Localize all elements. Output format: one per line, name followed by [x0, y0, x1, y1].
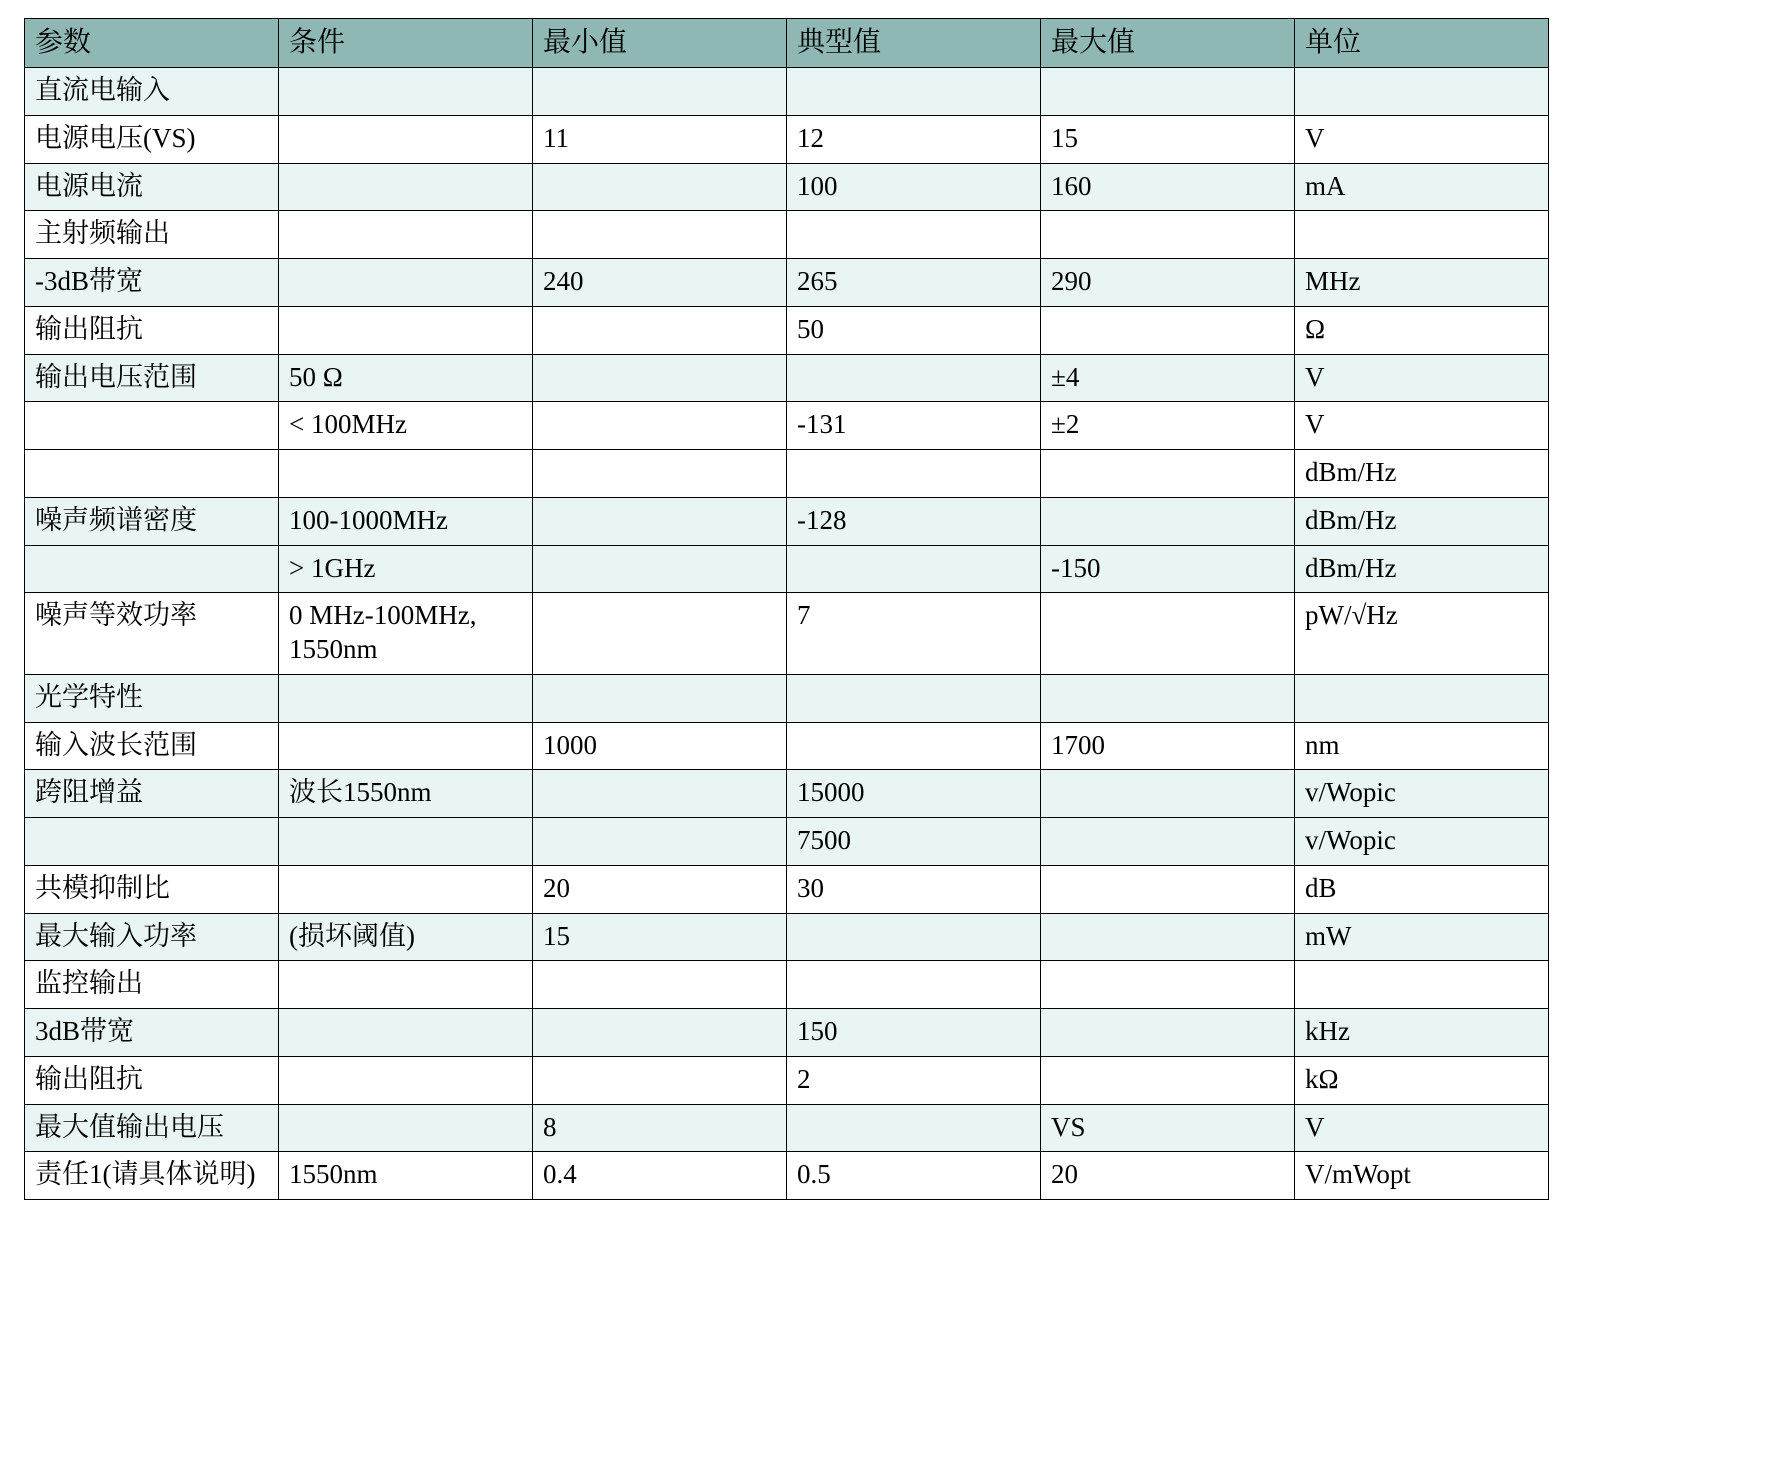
- table-row: [25, 211, 1549, 259]
- cell-unit: nm: [1295, 722, 1549, 770]
- cell-unit: V: [1295, 354, 1549, 402]
- cell-typical: [787, 211, 1041, 259]
- table-row: [25, 402, 1549, 450]
- cell-max: [1041, 211, 1295, 259]
- cell-parameter: [25, 818, 279, 866]
- cell-unit: kHz: [1295, 1009, 1549, 1057]
- table-row: [25, 961, 1549, 1009]
- cell-parameter: 输出电压范围: [25, 354, 279, 402]
- cell-max: VS: [1041, 1104, 1295, 1152]
- column-header-parameter: 参数: [25, 19, 279, 68]
- cell-max: [1041, 865, 1295, 913]
- cell-unit: kΩ: [1295, 1056, 1549, 1104]
- cell-max: 20: [1041, 1152, 1295, 1200]
- cell-condition: 50 Ω: [279, 354, 533, 402]
- cell-min: [533, 545, 787, 593]
- cell-condition: 1550nm: [279, 1152, 533, 1200]
- cell-max: [1041, 770, 1295, 818]
- table-row: [25, 497, 1549, 545]
- cell-condition: [279, 163, 533, 211]
- cell-condition: [279, 722, 533, 770]
- table-row: [25, 722, 1549, 770]
- cell-condition: > 1GHz: [279, 545, 533, 593]
- cell-parameter: -3dB带宽: [25, 259, 279, 307]
- cell-unit: pW/√Hz: [1295, 593, 1549, 675]
- cell-max: [1041, 913, 1295, 961]
- cell-condition: 0 MHz-100MHz, 1550nm: [279, 593, 533, 675]
- cell-parameter: 监控输出: [25, 961, 279, 1009]
- table-row: [25, 115, 1549, 163]
- cell-max: ±4: [1041, 354, 1295, 402]
- cell-condition: [279, 259, 533, 307]
- cell-condition: [279, 1056, 533, 1104]
- cell-max: [1041, 674, 1295, 722]
- cell-typical: 12: [787, 115, 1041, 163]
- cell-unit: V: [1295, 115, 1549, 163]
- cell-min: 8: [533, 1104, 787, 1152]
- cell-typical: [787, 545, 1041, 593]
- cell-min: [533, 961, 787, 1009]
- cell-typical: 30: [787, 865, 1041, 913]
- cell-condition: < 100MHz: [279, 402, 533, 450]
- cell-min: [533, 306, 787, 354]
- cell-parameter: 输出阻抗: [25, 306, 279, 354]
- table-row: [25, 163, 1549, 211]
- cell-parameter: 最大值输出电压: [25, 1104, 279, 1152]
- cell-typical: [787, 674, 1041, 722]
- cell-typical: [787, 913, 1041, 961]
- cell-min: [533, 1009, 787, 1057]
- cell-max: 290: [1041, 259, 1295, 307]
- column-header-condition: 条件: [279, 19, 533, 68]
- cell-unit: dBm/Hz: [1295, 497, 1549, 545]
- cell-unit: mA: [1295, 163, 1549, 211]
- table-row: [25, 818, 1549, 866]
- cell-typical: [787, 354, 1041, 402]
- cell-typical: [787, 961, 1041, 1009]
- cell-min: 20: [533, 865, 787, 913]
- cell-max: [1041, 961, 1295, 1009]
- cell-min: [533, 211, 787, 259]
- column-header-unit: 单位: [1295, 19, 1549, 68]
- cell-typical: [787, 68, 1041, 116]
- cell-condition: 100-1000MHz: [279, 497, 533, 545]
- column-header-typical: 典型值: [787, 19, 1041, 68]
- cell-min: [533, 674, 787, 722]
- cell-parameter: 输出阻抗: [25, 1056, 279, 1104]
- cell-typical: 7500: [787, 818, 1041, 866]
- cell-min: [533, 497, 787, 545]
- table-header: [25, 19, 1549, 68]
- cell-condition: [279, 1009, 533, 1057]
- cell-typical: 150: [787, 1009, 1041, 1057]
- cell-max: [1041, 450, 1295, 498]
- cell-typical: 50: [787, 306, 1041, 354]
- cell-min: [533, 402, 787, 450]
- table-row: [25, 674, 1549, 722]
- table-row: [25, 1104, 1549, 1152]
- table-row: [25, 68, 1549, 116]
- cell-typical: -128: [787, 497, 1041, 545]
- table-row: [25, 865, 1549, 913]
- cell-typical: [787, 722, 1041, 770]
- cell-max: ±2: [1041, 402, 1295, 450]
- cell-unit: Ω: [1295, 306, 1549, 354]
- cell-unit: V: [1295, 402, 1549, 450]
- cell-unit: [1295, 68, 1549, 116]
- cell-unit: [1295, 211, 1549, 259]
- cell-parameter: 输入波长范围: [25, 722, 279, 770]
- table-row: [25, 306, 1549, 354]
- cell-max: [1041, 68, 1295, 116]
- cell-parameter: 共模抑制比: [25, 865, 279, 913]
- cell-min: [533, 818, 787, 866]
- cell-max: [1041, 497, 1295, 545]
- cell-max: [1041, 1009, 1295, 1057]
- cell-parameter: 电源电压(VS): [25, 115, 279, 163]
- cell-unit: V: [1295, 1104, 1549, 1152]
- cell-condition: [279, 450, 533, 498]
- cell-parameter: 噪声频谱密度: [25, 497, 279, 545]
- cell-condition: [279, 674, 533, 722]
- cell-max: [1041, 306, 1295, 354]
- cell-typical: 265: [787, 259, 1041, 307]
- table-row: [25, 259, 1549, 307]
- cell-typical: 7: [787, 593, 1041, 675]
- table-row: [25, 770, 1549, 818]
- table-row: [25, 593, 1549, 675]
- cell-parameter: 3dB带宽: [25, 1009, 279, 1057]
- cell-parameter: [25, 402, 279, 450]
- cell-max: -150: [1041, 545, 1295, 593]
- cell-condition: [279, 865, 533, 913]
- cell-min: [533, 593, 787, 675]
- table-header-row: [25, 19, 1549, 68]
- column-header-max: 最大值: [1041, 19, 1295, 68]
- cell-parameter: 光学特性: [25, 674, 279, 722]
- cell-max: [1041, 1056, 1295, 1104]
- cell-parameter: [25, 450, 279, 498]
- cell-parameter: 最大输入功率: [25, 913, 279, 961]
- cell-unit: mW: [1295, 913, 1549, 961]
- cell-max: 160: [1041, 163, 1295, 211]
- cell-parameter: 噪声等效功率: [25, 593, 279, 675]
- cell-typical: -131: [787, 402, 1041, 450]
- cell-min: [533, 450, 787, 498]
- cell-unit: V/mWopt: [1295, 1152, 1549, 1200]
- cell-min: 15: [533, 913, 787, 961]
- table-row: [25, 913, 1549, 961]
- table-row: [25, 1009, 1549, 1057]
- cell-condition: [279, 211, 533, 259]
- cell-parameter: 直流电输入: [25, 68, 279, 116]
- cell-condition: [279, 68, 533, 116]
- table-body: [25, 68, 1549, 1200]
- cell-typical: 2: [787, 1056, 1041, 1104]
- cell-condition: [279, 115, 533, 163]
- cell-max: 15: [1041, 115, 1295, 163]
- cell-typical: [787, 450, 1041, 498]
- cell-parameter: 主射频输出: [25, 211, 279, 259]
- cell-min: 11: [533, 115, 787, 163]
- cell-typical: 100: [787, 163, 1041, 211]
- specification-table: [24, 18, 1549, 1200]
- cell-unit: v/Wopic: [1295, 818, 1549, 866]
- cell-min: [533, 1056, 787, 1104]
- cell-condition: [279, 1104, 533, 1152]
- cell-condition: [279, 961, 533, 1009]
- cell-typical: 15000: [787, 770, 1041, 818]
- cell-min: [533, 163, 787, 211]
- cell-condition: [279, 306, 533, 354]
- cell-typical: [787, 1104, 1041, 1152]
- cell-min: 240: [533, 259, 787, 307]
- cell-min: [533, 770, 787, 818]
- cell-unit: v/Wopic: [1295, 770, 1549, 818]
- cell-unit: dBm/Hz: [1295, 545, 1549, 593]
- cell-condition: 波长1550nm: [279, 770, 533, 818]
- cell-unit: [1295, 961, 1549, 1009]
- cell-max: [1041, 593, 1295, 675]
- cell-condition: (损坏阈值): [279, 913, 533, 961]
- cell-min: 1000: [533, 722, 787, 770]
- table-row: [25, 1152, 1549, 1200]
- cell-parameter: 电源电流: [25, 163, 279, 211]
- table-row: [25, 354, 1549, 402]
- cell-unit: dBm/Hz: [1295, 450, 1549, 498]
- cell-unit: MHz: [1295, 259, 1549, 307]
- cell-min: 0.4: [533, 1152, 787, 1200]
- cell-max: 1700: [1041, 722, 1295, 770]
- cell-typical: 0.5: [787, 1152, 1041, 1200]
- table-row: [25, 545, 1549, 593]
- cell-max: [1041, 818, 1295, 866]
- cell-condition: [279, 818, 533, 866]
- table-row: [25, 450, 1549, 498]
- cell-parameter: 跨阻增益: [25, 770, 279, 818]
- cell-parameter: 责任1(请具体说明): [25, 1152, 279, 1200]
- cell-unit: dB: [1295, 865, 1549, 913]
- cell-parameter: [25, 545, 279, 593]
- cell-min: [533, 354, 787, 402]
- table-row: [25, 1056, 1549, 1104]
- cell-unit: [1295, 674, 1549, 722]
- column-header-min: 最小值: [533, 19, 787, 68]
- cell-min: [533, 68, 787, 116]
